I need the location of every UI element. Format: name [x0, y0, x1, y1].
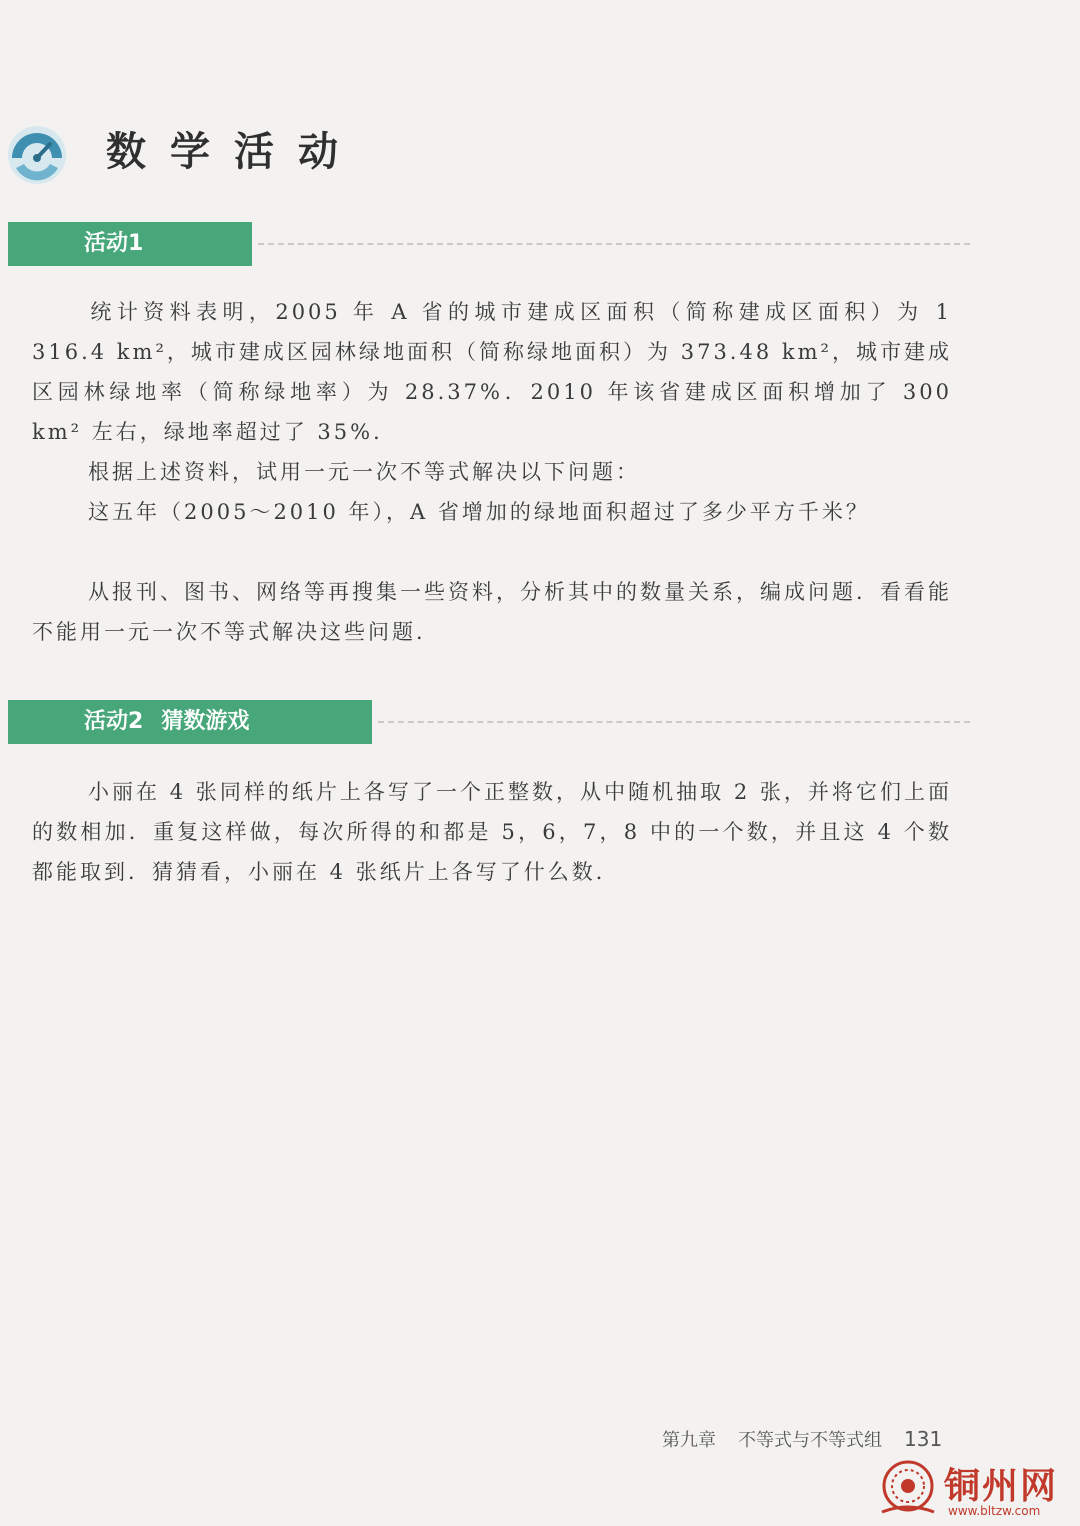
activity1-header	[8, 222, 252, 266]
watermark-logo-icon	[878, 1458, 938, 1518]
watermark-name: 铜州网	[944, 1465, 1059, 1507]
activity1-paragraph-2: 根据上述资料，试用一元一次不等式解决以下问题：	[88, 460, 640, 484]
activity1-paragraph-4: 从报刊、图书、网络等再搜集一些资料，分析其中的数量关系，编成问题．看看能不能用一元一次不等式解决这些问题．	[32, 580, 952, 644]
footer-chapter: 第九章	[662, 1430, 716, 1451]
divider	[258, 243, 970, 245]
watermark	[878, 1458, 1078, 1524]
page-title: 数学活动	[106, 128, 362, 175]
activity1-label: 活动1	[84, 231, 144, 256]
activity2-paragraph-1: 小丽在 4 张同样的纸片上各写了一个正整数，从中随机抽取 2 张，并将它们上面的数相加．重复这样做，每次所得的和都是 5，6，7，8 中的一个数，并且这 4 个数都能取到．猜猜看，小丽在 4 张纸片上各写了什么数．	[32, 780, 952, 884]
activity1-paragraph-1: 统计资料表明，2005 年 A 省的城市建成区面积（简称建成区面积）为 1 316.4 km²，城市建成区园林绿地面积（简称绿地面积）为 373.48 km²，城市建成区园林绿地率（简称绿地率）为 28.37%．2010 年该省建成区面积增加了 300 km² 左右，绿地率超过了 35%．	[32, 300, 952, 444]
divider	[378, 721, 970, 723]
footer-chapter-title: 不等式与不等式组	[738, 1430, 882, 1451]
activity2-header	[8, 700, 372, 744]
math-activity-icon	[6, 124, 68, 186]
page-number: 131	[904, 1427, 943, 1451]
page-footer	[662, 1426, 942, 1452]
activity2-subtitle: 猜数游戏	[161, 709, 250, 734]
watermark-url: www.bltzw.com	[948, 1504, 1041, 1518]
activity2-label: 活动2	[84, 709, 144, 734]
activity1-paragraph-3: 这五年（2005～2010 年），A 省增加的绿地面积超过了多少平方千米？	[88, 500, 870, 524]
